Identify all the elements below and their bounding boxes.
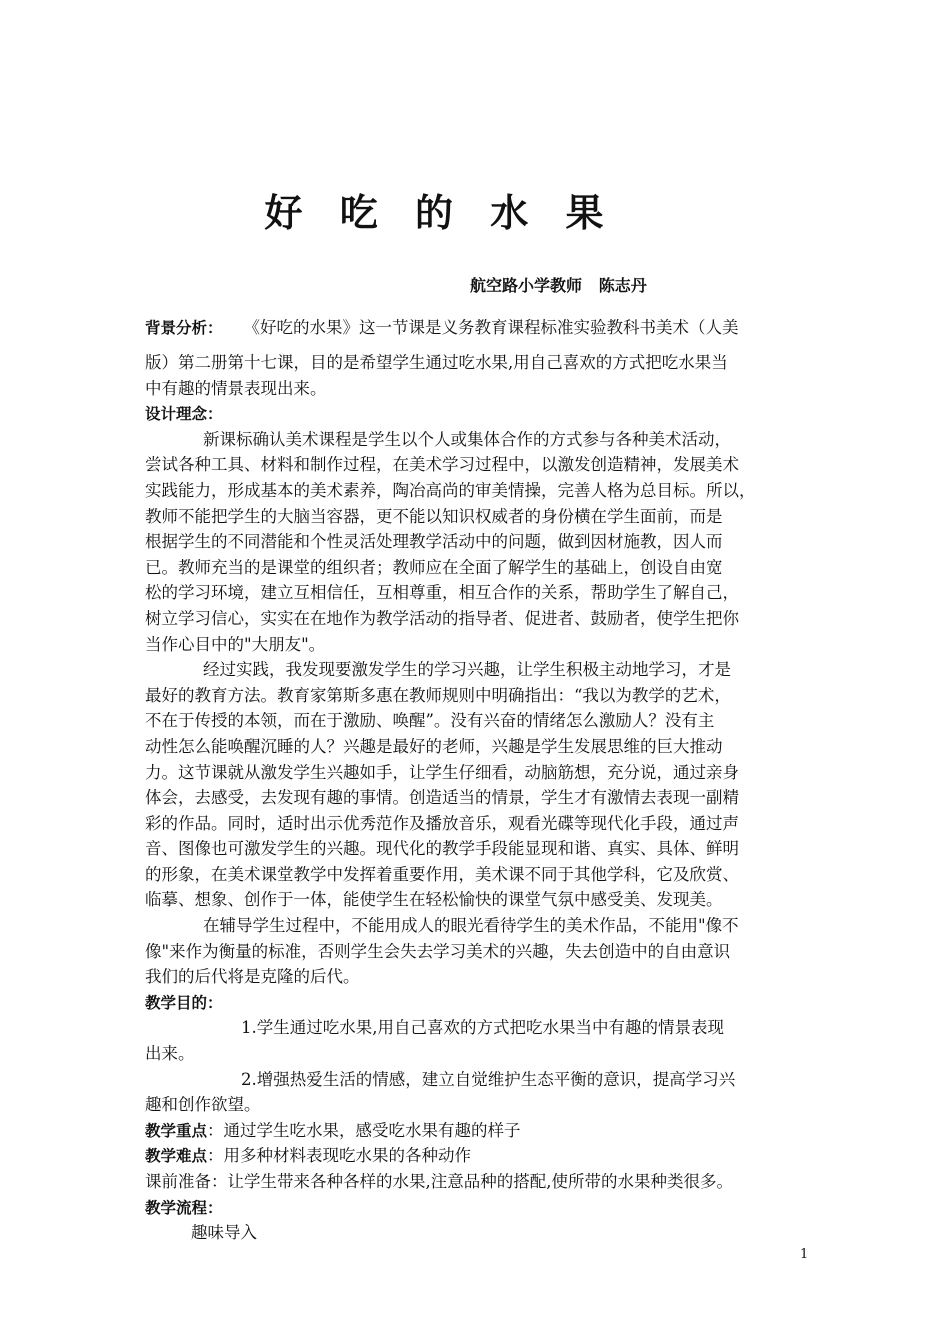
concept-heading: 设计理念 <box>145 405 208 424</box>
concept-p2-line: 动性怎么能唤醒沉睡的人？兴趣是最好的老师，兴趣是学生发展思维的巨大推动 <box>145 736 723 756</box>
process-heading: 教学流程 <box>145 1198 208 1217</box>
difficulty-line <box>145 1143 815 1169</box>
concept-p3-line: 我们的后代将是克隆的后代。 <box>145 967 360 987</box>
concept-p2-line: 最好的教育方法。教育家第斯多惠在教师规则中明确指出：“我以为教学的艺术， <box>145 685 731 705</box>
goal-2-line: 趣和创作欲望。 <box>145 1095 261 1115</box>
concept-p2-line: 力。这节课就从激发学生兴趣如手，让学生仔细看，动脑筋想，充分说，通过亲身 <box>145 762 739 782</box>
concept-heading-sep: ： <box>207 405 223 424</box>
concept-p2-line: 体会，去感受，去发现有趣的事情。创造适当的情景，学生才有激情去表现一副精 <box>145 788 739 808</box>
key-point-text: ：通过学生吃水果，感受吃水果有趣的样子 <box>207 1120 521 1140</box>
page-number: 1 <box>800 1247 809 1262</box>
background-text: 《好吃的水果》这一节课是义务教育课程标准实验教科书美术（人美 <box>222 318 739 337</box>
goals-heading-line <box>145 990 815 1016</box>
goals-heading-sep: ： <box>207 993 223 1012</box>
process-heading-sep: ： <box>207 1198 223 1217</box>
goal-1-line: 出来。 <box>145 1044 195 1064</box>
goal-1-line: 1.学生通过吃水果,用自己喜欢的方式把吃水果当中有趣的情景表现 <box>241 1018 724 1038</box>
process-step-1: 趣味导入 <box>191 1223 257 1243</box>
page-title: 好 吃 的 水 果 <box>264 191 616 235</box>
key-point-line <box>145 1118 815 1144</box>
concept-p1-line: 当作心目中的"大朋友"。 <box>145 634 326 654</box>
concept-p1-line: 新课标确认美术课程是学生以个人或集体合作的方式参与各种美术活动， <box>203 429 731 449</box>
goal-2-line: 2.增强热爱生活的情感，建立自觉维护生态平衡的意识，提高学习兴 <box>241 1069 736 1089</box>
document-body <box>145 314 815 1246</box>
preparation-line: 课前准备：让学生带来各种各样的水果,注意品种的搭配,使所带的水果种类很多。 <box>145 1172 733 1191</box>
concept-p2-line: 不在于传授的本领，而在于激励、唤醒”。没有兴奋的情绪怎么激励人？没有主 <box>145 711 715 731</box>
concept-p2-line: 经过实践，我发现要激发学生的学习兴趣，让学生积极主动地学习，才是 <box>203 660 731 680</box>
background-line-3: 中有趣的情景表现出来。 <box>145 378 327 398</box>
concept-heading-line <box>145 401 815 427</box>
concept-p1-line: 尝试各种工具、材料和制作过程，在美术学习过程中，以激发创造精神，发展美术 <box>145 455 739 475</box>
concept-p2-line: 临摹、想象、创作于一体，能使学生在轻松愉快的课堂气氛中感受美、发现美。 <box>145 890 723 910</box>
process-heading-line <box>145 1195 815 1221</box>
concept-p2-line: 的形象，在美术课堂教学中发挥着重要作用，美术课不同于其他学科，它及欣赏、 <box>145 864 739 884</box>
author-line: 航空路小学教师 陈志丹 <box>470 276 647 295</box>
background-line-2: 版）第二册第十七课，目的是希望学生通过吃水果,用自己喜欢的方式把吃水果当 <box>145 353 728 372</box>
concept-p1-line: 已。教师充当的是课堂的组织者；教师应在全面了解学生的基础上，创设自由宽 <box>145 557 723 577</box>
concept-p1-line: 树立学习信心，实实在在地作为教学活动的指导者、促进者、鼓励者，使学生把你 <box>145 608 739 628</box>
concept-p3-line: 在辅导学生过程中，不能用成人的眼光看待学生的美术作品，不能用"像不 <box>203 916 739 936</box>
concept-p2-line: 音、图像也可激发学生的兴趣。现代化的教学手段能显现和谐、真实、具体、鲜明 <box>145 839 739 859</box>
background-line-1 <box>145 314 815 350</box>
concept-p1-line: 教师不能把学生的大脑当容器，更不能以知识权威者的身份横在学生面前，而是 <box>145 506 723 526</box>
concept-p1-line: 实践能力，形成基本的美术素养，陶冶高尚的审美情操，完善人格为总目标。所以， <box>145 480 756 500</box>
key-point-heading: 教学重点 <box>145 1121 208 1140</box>
concept-p2-line: 彩的作品。同时，适时出示优秀范作及播放音乐，观看光碟等现代化手段，通过声 <box>145 813 739 833</box>
goals-heading: 教学目的 <box>145 993 208 1012</box>
background-heading-sep: ： <box>207 319 223 337</box>
concept-p1-line: 松的学习环境，建立互相信任，互相尊重，相互合作的关系，帮助学生了解自己， <box>145 583 739 603</box>
background-heading: 背景分析 <box>145 319 208 337</box>
concept-p1-line: 根据学生的不同潜能和个性灵活处理教学活动中的问题，做到因材施教，因人而 <box>145 532 723 552</box>
concept-p3-line: 像"来作为衡量的标准，否则学生会失去学习美术的兴趣，失去创造中的自由意识 <box>145 941 731 961</box>
difficulty-heading: 教学难点 <box>145 1147 208 1166</box>
difficulty-text: ：用多种材料表现吃水果的各种动作 <box>207 1146 472 1166</box>
